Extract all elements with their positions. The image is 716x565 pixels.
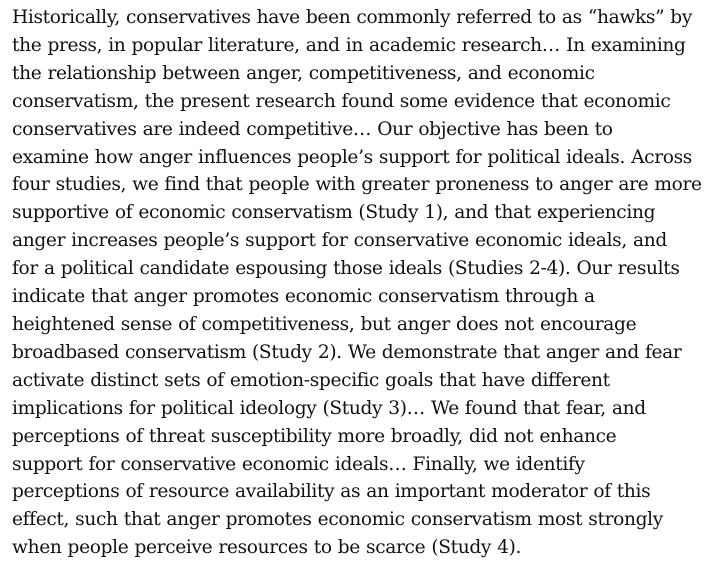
text-line: implications for political ideology (Study 3)… We found that fear, and	[12, 397, 646, 419]
text-line: for a political candidate espousing those ideals (Studies 2-4). Our results	[12, 258, 680, 280]
text-line: conservatives are indeed competitive… Our objective has been to	[12, 118, 613, 140]
text-line: Historically, conservatives have been commonly referred to as “hawks” by	[12, 7, 693, 28]
text-line: the relationship between anger, competitiveness, and economic	[12, 62, 595, 84]
text-line: activate distinct sets of emotion-specific goals that have different	[12, 369, 610, 391]
text-line: effect, such that anger promotes economic conservatism most strongly	[12, 509, 663, 531]
text-line: support for conservative economic ideals… Finally, we identify	[12, 453, 585, 475]
text-line: supportive of economic conservatism (Study 1), and that experiencing	[12, 202, 656, 224]
text-line: broadbased conservatism (Study 2). We demonstrate that anger and fear	[12, 341, 682, 363]
text-line: when people perceive resources to be scarce (Study 4).	[12, 537, 522, 559]
text-line: anger increases people’s support for conservative economic ideals, and	[12, 230, 667, 252]
text-line: conservatism, the present research found some evidence that economic	[12, 90, 671, 112]
text-line: four studies, we find that people with greater proneness to anger are more	[12, 174, 702, 196]
text-line: the press, in popular literature, and in academic research… In examining	[12, 34, 686, 56]
text-line: perceptions of resource availability as an important moderator of this	[12, 481, 651, 503]
text-line: heightened sense of competitiveness, but anger does not encourage	[12, 313, 637, 335]
quoted-passage	[12, 4, 710, 562]
text-line: examine how anger influences people’s support for political ideals. Across	[12, 146, 692, 168]
text-line: perceptions of threat susceptibility more broadly, did not enhance	[12, 425, 617, 447]
text-line: indicate that anger promotes economic conservatism through a	[12, 286, 595, 308]
